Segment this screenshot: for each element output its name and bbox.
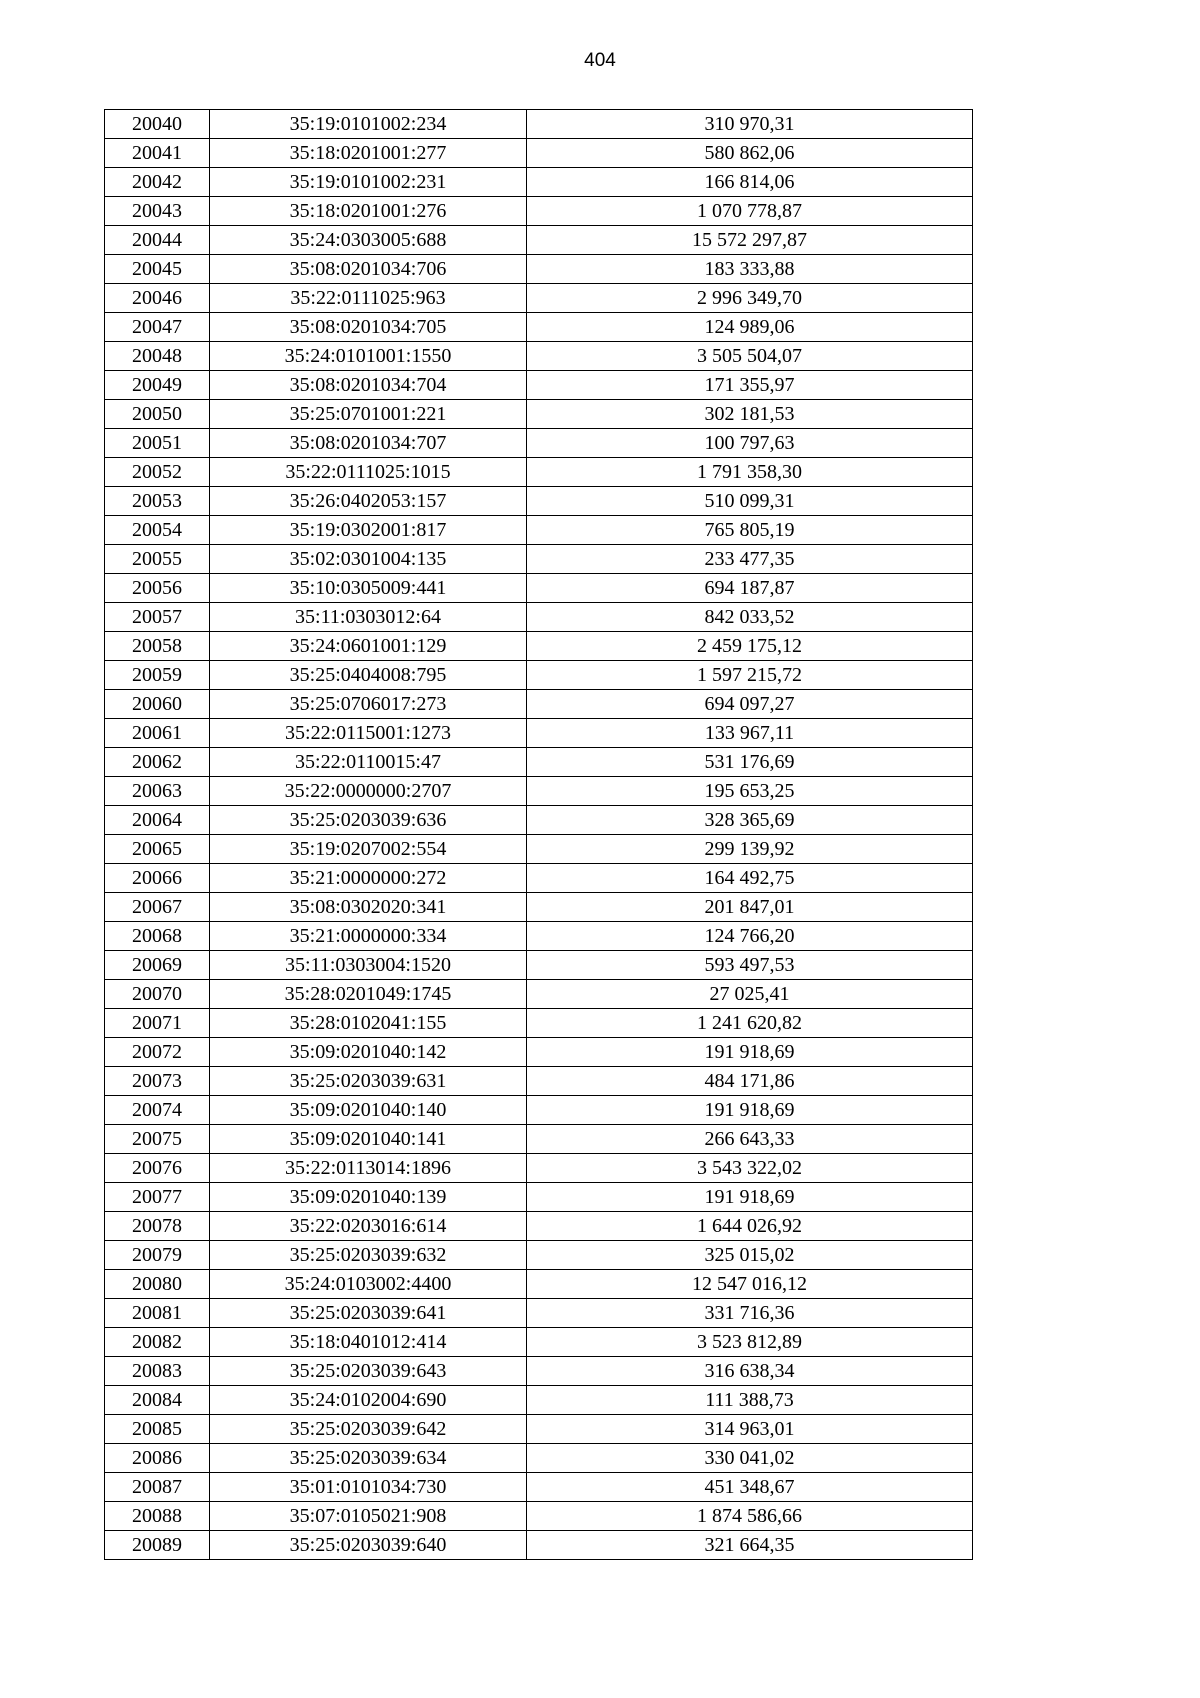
cadastral-number-cell: 35:22:0110015:47: [210, 748, 527, 777]
table-row: [105, 1502, 973, 1531]
table-row: [105, 922, 973, 951]
cadastral-value-cell: 3 505 504,07: [527, 342, 973, 371]
table-row: [105, 197, 973, 226]
table-body: [105, 110, 973, 1560]
cadastral-number-cell: 35:24:0101001:1550: [210, 342, 527, 371]
row-number-cell: 20051: [105, 429, 210, 458]
table-row: [105, 313, 973, 342]
table-row: [105, 1154, 973, 1183]
row-number-cell: 20060: [105, 690, 210, 719]
cadastral-number-cell: 35:08:0201034:705: [210, 313, 527, 342]
table-row: [105, 574, 973, 603]
row-number-cell: 20071: [105, 1009, 210, 1038]
cadastral-value-cell: 27 025,41: [527, 980, 973, 1009]
table-row: [105, 255, 973, 284]
table-row: [105, 1009, 973, 1038]
cadastral-number-cell: 35:28:0102041:155: [210, 1009, 527, 1038]
row-number-cell: 20077: [105, 1183, 210, 1212]
table-row: [105, 545, 973, 574]
table-row: [105, 1096, 973, 1125]
row-number-cell: 20059: [105, 661, 210, 690]
cadastral-value-cell: 580 862,06: [527, 139, 973, 168]
cadastral-number-cell: 35:24:0103002:4400: [210, 1270, 527, 1299]
table-row: [105, 835, 973, 864]
row-number-cell: 20052: [105, 458, 210, 487]
table-row: [105, 226, 973, 255]
row-number-cell: 20083: [105, 1357, 210, 1386]
row-number-cell: 20054: [105, 516, 210, 545]
cadastral-number-cell: 35:22:0111025:963: [210, 284, 527, 313]
row-number-cell: 20048: [105, 342, 210, 371]
cadastral-number-cell: 35:09:0201040:142: [210, 1038, 527, 1067]
cadastral-number-cell: 35:22:0203016:614: [210, 1212, 527, 1241]
row-number-cell: 20042: [105, 168, 210, 197]
cadastral-number-cell: 35:25:0203039:643: [210, 1357, 527, 1386]
cadastral-value-cell: 124 766,20: [527, 922, 973, 951]
cadastral-value-cell: 842 033,52: [527, 603, 973, 632]
cadastral-value-cell: 331 716,36: [527, 1299, 973, 1328]
cadastral-number-cell: 35:01:0101034:730: [210, 1473, 527, 1502]
table-row: [105, 1328, 973, 1357]
cadastral-value-cell: 111 388,73: [527, 1386, 973, 1415]
cadastral-number-cell: 35:25:0404008:795: [210, 661, 527, 690]
row-number-cell: 20043: [105, 197, 210, 226]
cadastral-number-cell: 35:11:0303012:64: [210, 603, 527, 632]
table-row: [105, 284, 973, 313]
cadastral-number-cell: 35:24:0303005:688: [210, 226, 527, 255]
cadastral-number-cell: 35:22:0111025:1015: [210, 458, 527, 487]
row-number-cell: 20057: [105, 603, 210, 632]
table-row: [105, 748, 973, 777]
cadastral-number-cell: 35:09:0201040:141: [210, 1125, 527, 1154]
cadastral-value-cell: 694 187,87: [527, 574, 973, 603]
cadastral-number-cell: 35:19:0101002:231: [210, 168, 527, 197]
row-number-cell: 20040: [105, 110, 210, 139]
cadastral-value-cell: 330 041,02: [527, 1444, 973, 1473]
table-row: [105, 371, 973, 400]
table-row: [105, 603, 973, 632]
table-row: [105, 777, 973, 806]
table-row: [105, 139, 973, 168]
cadastral-number-cell: 35:22:0000000:2707: [210, 777, 527, 806]
row-number-cell: 20046: [105, 284, 210, 313]
cadastral-value-cell: 133 967,11: [527, 719, 973, 748]
cadastral-number-cell: 35:08:0201034:707: [210, 429, 527, 458]
table-row: [105, 661, 973, 690]
row-number-cell: 20073: [105, 1067, 210, 1096]
row-number-cell: 20062: [105, 748, 210, 777]
table-row: [105, 1241, 973, 1270]
cadastral-value-cell: 2 459 175,12: [527, 632, 973, 661]
cadastral-value-cell: 233 477,35: [527, 545, 973, 574]
row-number-cell: 20056: [105, 574, 210, 603]
table-row: [105, 1067, 973, 1096]
row-number-cell: 20087: [105, 1473, 210, 1502]
cadastral-value-cell: 325 015,02: [527, 1241, 973, 1270]
row-number-cell: 20044: [105, 226, 210, 255]
row-number-cell: 20049: [105, 371, 210, 400]
table-row: [105, 980, 973, 1009]
cadastral-number-cell: 35:09:0201040:139: [210, 1183, 527, 1212]
cadastral-number-cell: 35:21:0000000:334: [210, 922, 527, 951]
cadastral-value-cell: 694 097,27: [527, 690, 973, 719]
row-number-cell: 20066: [105, 864, 210, 893]
table-row: [105, 487, 973, 516]
cadastral-value-cell: 3 523 812,89: [527, 1328, 973, 1357]
table-row: [105, 1212, 973, 1241]
cadastral-value-cell: 1 644 026,92: [527, 1212, 973, 1241]
cadastral-number-cell: 35:24:0102004:690: [210, 1386, 527, 1415]
row-number-cell: 20067: [105, 893, 210, 922]
cadastral-number-cell: 35:18:0401012:414: [210, 1328, 527, 1357]
cadastral-number-cell: 35:25:0203039:640: [210, 1531, 527, 1560]
cadastral-number-cell: 35:25:0701001:221: [210, 400, 527, 429]
cadastral-value-cell: 164 492,75: [527, 864, 973, 893]
cadastral-number-cell: 35:08:0302020:341: [210, 893, 527, 922]
row-number-cell: 20088: [105, 1502, 210, 1531]
row-number-cell: 20084: [105, 1386, 210, 1415]
row-number-cell: 20045: [105, 255, 210, 284]
table-row: [105, 1183, 973, 1212]
cadastral-value-cell: 310 970,31: [527, 110, 973, 139]
cadastral-value-cell: 1 070 778,87: [527, 197, 973, 226]
row-number-cell: 20055: [105, 545, 210, 574]
row-number-cell: 20050: [105, 400, 210, 429]
cadastral-value-cell: 195 653,25: [527, 777, 973, 806]
table-row: [105, 951, 973, 980]
cadastral-number-cell: 35:28:0201049:1745: [210, 980, 527, 1009]
cadastral-number-cell: 35:18:0201001:277: [210, 139, 527, 168]
page-number: 404: [584, 50, 616, 71]
cadastral-value-cell: 593 497,53: [527, 951, 973, 980]
row-number-cell: 20086: [105, 1444, 210, 1473]
cadastral-number-cell: 35:10:0305009:441: [210, 574, 527, 603]
cadastral-number-cell: 35:25:0203039:636: [210, 806, 527, 835]
row-number-cell: 20081: [105, 1299, 210, 1328]
cadastral-number-cell: 35:25:0203039:631: [210, 1067, 527, 1096]
cadastral-value-cell: 12 547 016,12: [527, 1270, 973, 1299]
cadastral-number-cell: 35:08:0201034:704: [210, 371, 527, 400]
row-number-cell: 20047: [105, 313, 210, 342]
row-number-cell: 20068: [105, 922, 210, 951]
cadastral-value-cell: 302 181,53: [527, 400, 973, 429]
cadastral-number-cell: 35:25:0706017:273: [210, 690, 527, 719]
cadastral-value-cell: 191 918,69: [527, 1096, 973, 1125]
row-number-cell: 20080: [105, 1270, 210, 1299]
table-row: [105, 1038, 973, 1067]
cadastral-value-cell: 124 989,06: [527, 313, 973, 342]
cadastral-value-cell: 201 847,01: [527, 893, 973, 922]
cadastral-value-cell: 15 572 297,87: [527, 226, 973, 255]
cadastral-value-cell: 191 918,69: [527, 1038, 973, 1067]
cadastral-value-cell: 451 348,67: [527, 1473, 973, 1502]
cadastral-value-cell: 316 638,34: [527, 1357, 973, 1386]
table-row: [105, 110, 973, 139]
table-row: [105, 1415, 973, 1444]
row-number-cell: 20075: [105, 1125, 210, 1154]
table-row: [105, 719, 973, 748]
cadastral-value-cell: 3 543 322,02: [527, 1154, 973, 1183]
table-row: [105, 1444, 973, 1473]
row-number-cell: 20089: [105, 1531, 210, 1560]
table-row: [105, 458, 973, 487]
row-number-cell: 20053: [105, 487, 210, 516]
row-number-cell: 20076: [105, 1154, 210, 1183]
cadastral-value-cell: 183 333,88: [527, 255, 973, 284]
cadastral-number-cell: 35:24:0601001:129: [210, 632, 527, 661]
cadastral-value-cell: 1 791 358,30: [527, 458, 973, 487]
cadastral-number-cell: 35:07:0105021:908: [210, 1502, 527, 1531]
cadastral-number-cell: 35:25:0203039:641: [210, 1299, 527, 1328]
row-number-cell: 20072: [105, 1038, 210, 1067]
cadastral-number-cell: 35:19:0302001:817: [210, 516, 527, 545]
cadastral-value-cell: 484 171,86: [527, 1067, 973, 1096]
table-row: [105, 1386, 973, 1415]
row-number-cell: 20079: [105, 1241, 210, 1270]
table-row: [105, 864, 973, 893]
table-row: [105, 1270, 973, 1299]
cadastral-value-cell: 2 996 349,70: [527, 284, 973, 313]
table-row: [105, 690, 973, 719]
cadastral-number-cell: 35:22:0113014:1896: [210, 1154, 527, 1183]
table-row: [105, 429, 973, 458]
cadastral-number-cell: 35:09:0201040:140: [210, 1096, 527, 1125]
row-number-cell: 20074: [105, 1096, 210, 1125]
cadastral-value-cell: 171 355,97: [527, 371, 973, 400]
cadastral-number-cell: 35:26:0402053:157: [210, 487, 527, 516]
cadastral-value-cell: 1 874 586,66: [527, 1502, 973, 1531]
table-row: [105, 806, 973, 835]
cadastral-value-cell: 1 597 215,72: [527, 661, 973, 690]
row-number-cell: 20085: [105, 1415, 210, 1444]
row-number-cell: 20041: [105, 139, 210, 168]
cadastral-number-cell: 35:25:0203039:634: [210, 1444, 527, 1473]
cadastral-value-cell: 765 805,19: [527, 516, 973, 545]
cadastral-value-cell: 166 814,06: [527, 168, 973, 197]
cadastral-number-cell: 35:18:0201001:276: [210, 197, 527, 226]
cadastral-value-cell: 328 365,69: [527, 806, 973, 835]
table-row: [105, 342, 973, 371]
cadastral-value-cell: 266 643,33: [527, 1125, 973, 1154]
cadastral-number-cell: 35:22:0115001:1273: [210, 719, 527, 748]
row-number-cell: 20065: [105, 835, 210, 864]
cadastral-value-table: [104, 109, 973, 1560]
cadastral-number-cell: 35:25:0203039:642: [210, 1415, 527, 1444]
cadastral-value-cell: 321 664,35: [527, 1531, 973, 1560]
cadastral-value-cell: 100 797,63: [527, 429, 973, 458]
row-number-cell: 20070: [105, 980, 210, 1009]
cadastral-number-cell: 35:19:0207002:554: [210, 835, 527, 864]
table-row: [105, 893, 973, 922]
row-number-cell: 20058: [105, 632, 210, 661]
cadastral-number-cell: 35:02:0301004:135: [210, 545, 527, 574]
row-number-cell: 20063: [105, 777, 210, 806]
table-row: [105, 1299, 973, 1328]
table-row: [105, 1125, 973, 1154]
table-row: [105, 168, 973, 197]
row-number-cell: 20078: [105, 1212, 210, 1241]
row-number-cell: 20082: [105, 1328, 210, 1357]
table-row: [105, 516, 973, 545]
table-row: [105, 1531, 973, 1560]
table-row: [105, 1473, 973, 1502]
cadastral-number-cell: 35:08:0201034:706: [210, 255, 527, 284]
cadastral-value-cell: 191 918,69: [527, 1183, 973, 1212]
table-row: [105, 1357, 973, 1386]
cadastral-value-cell: 314 963,01: [527, 1415, 973, 1444]
table-row: [105, 400, 973, 429]
cadastral-number-cell: 35:25:0203039:632: [210, 1241, 527, 1270]
row-number-cell: 20069: [105, 951, 210, 980]
cadastral-value-cell: 510 099,31: [527, 487, 973, 516]
table-row: [105, 632, 973, 661]
cadastral-value-cell: 299 139,92: [527, 835, 973, 864]
row-number-cell: 20061: [105, 719, 210, 748]
cadastral-value-cell: 1 241 620,82: [527, 1009, 973, 1038]
cadastral-value-cell: 531 176,69: [527, 748, 973, 777]
cadastral-number-cell: 35:21:0000000:272: [210, 864, 527, 893]
cadastral-number-cell: 35:11:0303004:1520: [210, 951, 527, 980]
cadastral-number-cell: 35:19:0101002:234: [210, 110, 527, 139]
row-number-cell: 20064: [105, 806, 210, 835]
